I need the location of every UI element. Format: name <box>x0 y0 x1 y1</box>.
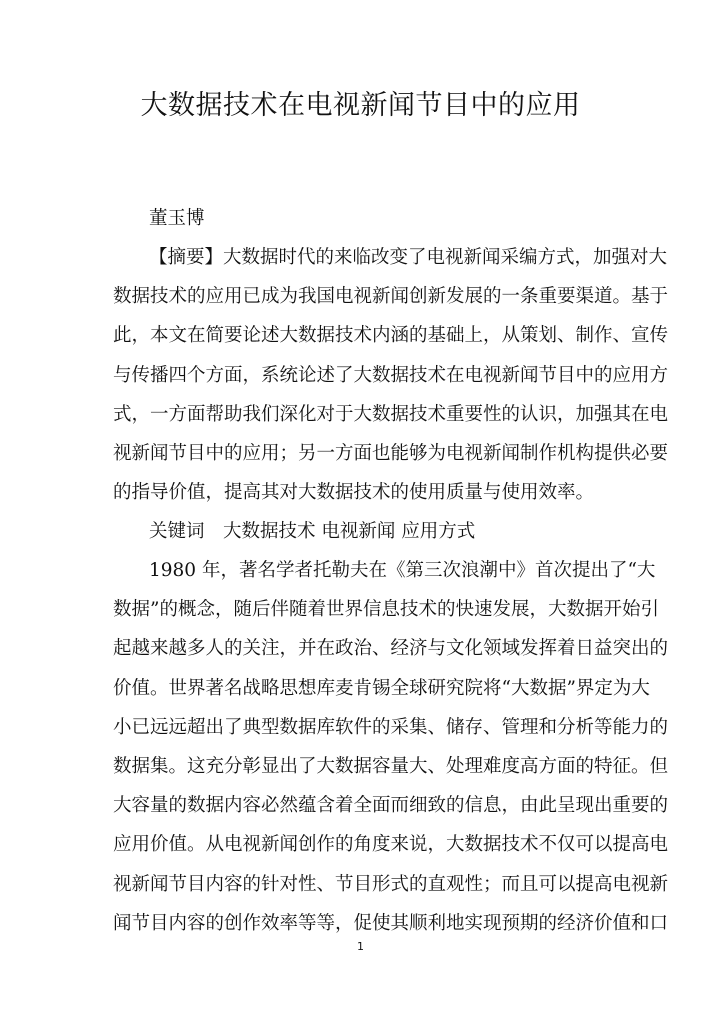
body-line: 数据”的概念，随后伴随着世界信息技术的快速发展，大数据开始引 <box>113 599 659 620</box>
document-title: 大数据技术在电视新闻节目中的应用 <box>140 90 581 121</box>
abstract-line: 【摘要】大数据时代的来临改变了电视新闻采编方式，加强对大 <box>149 247 668 268</box>
body-line: 闻节目内容的创作效率等等，促使其顺利地实现预期的经济价值和口 <box>113 913 669 934</box>
body-line: 价值。世界著名战略思想库麦肯锡全球研究院将“大数据”界定为大 <box>113 678 650 699</box>
page-number: 1 <box>357 940 364 953</box>
body-line: 1980 年，著名学者托勒夫在《第三次浪潮中》首次提出了“大 <box>149 560 656 581</box>
body-line: 视新闻节目内容的针对性、节目形式的直观性；而且可以提高电视新 <box>113 874 669 895</box>
body-line: 小已远远超出了典型数据库软件的采集、储存、管理和分析等能力的 <box>113 717 669 738</box>
abstract-line: 的指导价值，提高其对大数据技术的使用质量与使用效率。 <box>113 482 595 503</box>
abstract-line: 式，一方面帮助我们深化对于大数据技术重要性的认识，加强其在电 <box>113 404 669 425</box>
body-line: 起越来越多人的关注，并在政治、经济与文化领域发挥着日益突出的 <box>113 638 669 659</box>
body-line: 数据集。这充分彰显出了大数据容量大、处理难度高方面的特征。但 <box>113 756 669 777</box>
body-line: 应用价值。从电视新闻创作的角度来说，大数据技术不仅可以提高电 <box>113 834 669 855</box>
abstract-line: 视新闻节目中的应用；另一方面也能够为电视新闻制作机构提供必要 <box>113 443 669 464</box>
abstract-line: 与传播四个方面，系统论述了大数据技术在电视新闻节目中的应用方 <box>113 365 669 386</box>
abstract-line: 此，本文在简要论述大数据技术内涵的基础上，从策划、制作、宣传 <box>113 325 669 346</box>
author-name: 董玉博 <box>149 208 205 229</box>
keywords-line: 关键词 大数据技术 电视新闻 应用方式 <box>149 521 476 542</box>
abstract-line: 数据技术的应用已成为我国电视新闻创新发展的一条重要渠道。基于 <box>113 286 669 307</box>
body-line: 大容量的数据内容必然蕴含着全面而细致的信息，由此呈现出重要的 <box>113 795 669 816</box>
